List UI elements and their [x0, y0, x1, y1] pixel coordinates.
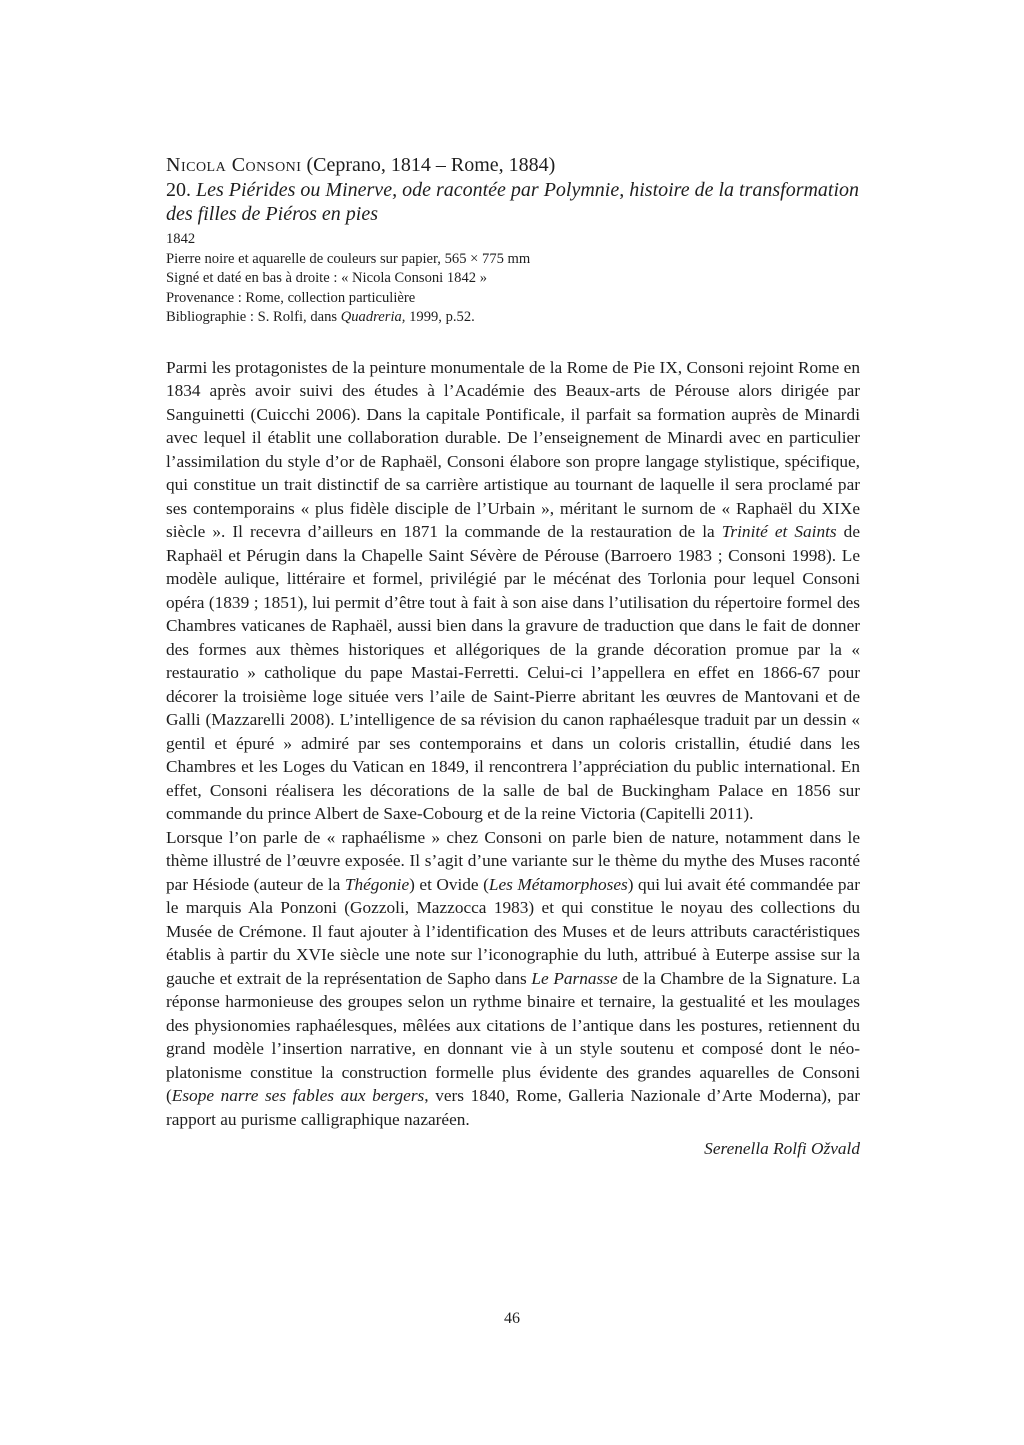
p1-text-a: Parmi les protagonistes de la peinture monumentale de la Rome de Pie IX, Consoni rejoint Rome en 1834 après avoir suivi des études à l’Académie des Beaux-arts de Pérouse alors dirigée par Sanguinetti (Cuicchi 2006). Dans la capitale Pontificale, il parfait sa formation auprès de Minardi avec lequel il établit une collaboration durable. De l’enseignement de Minardi avec en particulier l’assimilation du style d’or de Raphaël, Consoni élabore son propre langage stylistique, spécifique, qui constitue un trait distinctif de sa carrière artistique au tournant de laquelle il sera proclamé par ses contemporains « plus fidèle disciple de l’Urbain », méritant le surnom de « Raphaël du XIXe siècle ». Il recevra d’ailleurs en 1871 la commande de la restauration de la	[166, 357, 860, 541]
essay-body	[166, 356, 860, 1162]
artwork-provenance: Provenance : Rome, collection particulière	[166, 289, 416, 306]
paragraph-1	[166, 356, 860, 826]
paragraph-2	[166, 826, 860, 1132]
entry-number: 20.	[166, 179, 191, 201]
p2-italic-4: Esope narre ses fables aux bergers	[171, 1086, 425, 1105]
biblio-prefix: Bibliographie : S. Rolfi, dans	[166, 309, 341, 325]
artwork-metadata	[166, 230, 860, 328]
p2-text-b: ) et Ovide (	[409, 874, 489, 894]
artwork-bibliography	[166, 308, 860, 328]
artwork-title	[166, 178, 860, 226]
catalogue-entry	[166, 152, 860, 1161]
p2-text-a: Lorsque l’on parle de « raphaélisme » chez Consoni on parle bien de nature, notamment dans le thème illustré de l’œuvre exposée. Il s’agit d’une variante sur le thème du mythe des Muses raconté par Hésiode (auteur de la	[166, 827, 860, 894]
artwork-signature-note: Signé et daté en bas à droite : « Nicola Consoni 1842 »	[166, 270, 487, 286]
title-line-1: Les Piérides ou Minerve, ode racontée par Polymnie, histoire de la transformation	[196, 179, 860, 201]
artist-heading	[166, 152, 860, 178]
p2-text-c: ) qui lui avait été commandée par le marquis Ala Ponzoni (Gozzoli, Mazzocca 1983) et qui constitue le noyau des collections du Musée de Crémone. Il faut ajouter à l’identification des Muses et de leurs attributs caractéristiques établis à partir du XVIe siècle une note sur l’iconographie du luth, attribué à Euterpe assise sur la gauche et extrait de la représentation de Sapho dans	[166, 874, 860, 988]
p1-text-b: de Raphaël et Pérugin dans la Chapelle Saint Sévère de Pérouse (Barroero 1983 ; Consoni 1998). Le modèle aulique, littéraire et formel, privilégié par le mécénat des Torlonia pour lequel Consoni opéra (1839 ; 1851), lui permit d’être tout à fait à son aise dans l’utilisation du répertoire formel des Chambres vaticanes de Raphaël, aussi bien dans la gravure de traduction que dans le fait de donner des formes aux thèmes historiques et allégoriques de la grande décoration promue par la « restauratio » catholique du pape Mastai-Ferretti. Celui-ci l’appellera en effet en 1866-67 pour décorer la troisième loge située vers l’aile de Saint-Pierre abritant les œuvres de Mantovani et de Galli (Mazzarelli 2008). L’intelligence de sa révision du canon raphaélesque traduit par un dessin « gentil et épuré » admiré par ses contemporains et dans un coloris cristallin, étudié dans les Chambres et les Loges du Vatican en 1849, il rencontrera l’appréciation du public international. En effet, Consoni réalisera les décorations de la salle de bal de Buckingham Palace en 1856 sur commande du prince Albert de Saxe-Cobourg et de la reine Victoria (Capitelli 2011).	[166, 522, 860, 823]
artwork-medium: Pierre noire et aquarelle de couleurs sur papier, 565 × 775 mm	[166, 250, 531, 267]
p1-italic: Trinité et Saints	[721, 522, 837, 541]
artist-dates: (Ceprano, 1814 – Rome, 1884)	[306, 154, 556, 176]
biblio-journal: Quadreria,	[340, 309, 406, 325]
page-number: 46	[504, 1310, 520, 1327]
title-line-2: des filles de Piéros en pies	[166, 203, 378, 225]
p2-italic-2: Les Métamorphoses	[488, 874, 628, 894]
biblio-suffix: 1999, p.52.	[405, 309, 475, 325]
p2-italic-3: Le Parnasse	[531, 968, 618, 988]
p2-text-e: , vers 1840, Rome, Galleria Nazionale d’Arte Moderna), par rapport au purisme calligraphique nazaréen.	[166, 1086, 860, 1129]
artwork-year: 1842	[166, 231, 196, 247]
p2-text-d: de la Chambre de la Signature. La réponse harmonieuse des groupes selon un rythme binaire et ternaire, la gestualité et les moulages des physionomies raphaélesques, mêlées aux citations de l’antique dans les postures, retiennent du grand modèle l’insertion narrative, en donnant vie à un style soutenu et composé dont le néo-platonisme constitue la construction formelle plus évidente des grandes aquarelles de Consoni (	[166, 968, 860, 1105]
p2-italic-1: Thégonie	[344, 874, 410, 894]
author-signature: Serenella Rolfi Ožvald	[704, 1139, 860, 1158]
artist-name: Nicola Consoni	[166, 154, 302, 176]
